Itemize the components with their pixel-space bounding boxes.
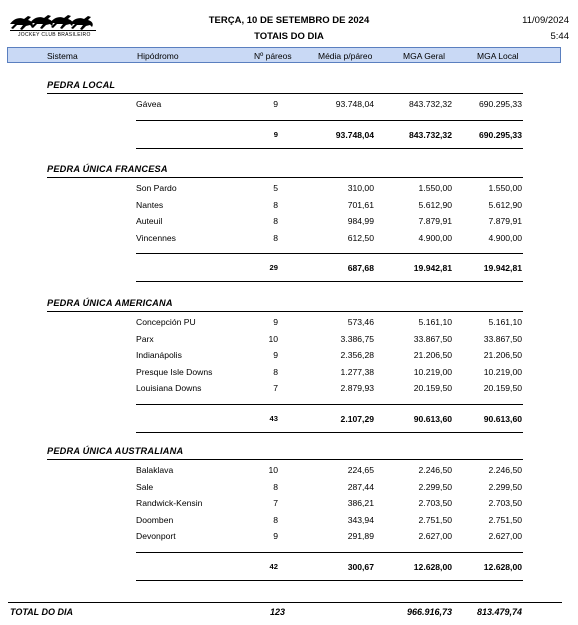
col-mga-geral: MGA Geral <box>403 51 446 61</box>
subtotal-pareos: 43 <box>269 413 278 423</box>
hipodromo-name: Indianápolis <box>136 350 182 360</box>
media-value: 343,94 <box>347 514 374 525</box>
mga-geral-value: 33.867,50 <box>413 333 452 344</box>
subtotal-divider <box>136 253 523 254</box>
grand-total-pareos: 123 <box>269 607 285 617</box>
subtotal-divider <box>136 552 523 553</box>
subtotal-bottom-divider <box>136 281 523 282</box>
pareos-count: 8 <box>273 216 278 226</box>
report-title: TERÇA, 10 DE SETEMBRO DE 2024 <box>208 15 370 26</box>
subtotal-mga-local: 19.942,81 <box>483 263 522 273</box>
media-value: 2.356,28 <box>340 350 374 360</box>
col-media: Média p/páreo <box>318 51 373 61</box>
section-title: PEDRA ÚNICA AUSTRALIANA <box>47 446 184 456</box>
hipodromo-name: Concepción PU <box>136 317 196 327</box>
hipodromo-name: Vincennes <box>136 232 176 243</box>
media-value: 1.277,38 <box>340 366 374 377</box>
grand-total-label: TOTAL DO DIA <box>10 607 73 617</box>
hipodromo-name: Randwick-Kensin <box>136 498 203 508</box>
mga-local-value: 10.219,00 <box>483 366 522 377</box>
col-hipodromo: Hipódromo <box>137 51 179 61</box>
pareos-count: 8 <box>273 199 278 210</box>
pareos-count: 7 <box>273 383 278 393</box>
section-divider <box>47 311 523 312</box>
subtotal-mga-geral: 843.732,32 <box>408 129 452 140</box>
subtotal-mga-geral: 12.628,00 <box>413 561 452 572</box>
section-title: PEDRA LOCAL <box>47 80 116 90</box>
subtotal-pareos: 29 <box>269 263 278 272</box>
mga-local-value: 2.246,50 <box>488 465 522 475</box>
hipodromo-name: Nantes <box>136 199 164 210</box>
subtotal-media: 2.107,29 <box>340 413 374 424</box>
report-time: 5:44 <box>550 31 569 42</box>
media-value: 291,89 <box>347 531 374 541</box>
subtotal-divider <box>136 120 523 121</box>
subtotal-media: 687,68 <box>347 263 374 273</box>
mga-geral-value: 5.612,90 <box>418 199 452 210</box>
mga-local-value: 2.627,00 <box>488 531 522 541</box>
col-sistema: Sistema <box>47 51 78 61</box>
subtotal-pareos: 9 <box>273 129 278 139</box>
media-value: 3.386,75 <box>340 333 374 344</box>
media-value: 310,00 <box>347 183 374 193</box>
hipodromo-name: Doomben <box>136 514 174 525</box>
mga-geral-value: 21.206,50 <box>413 350 452 360</box>
pareos-count: 9 <box>273 531 278 541</box>
mga-local-value: 1.550,00 <box>488 183 522 193</box>
mga-geral-value: 1.550,00 <box>418 183 452 193</box>
grand-total-mga-local: 813.479,74 <box>476 607 522 617</box>
subtotal-bottom-divider <box>136 580 523 581</box>
section-divider <box>47 459 523 460</box>
subtotal-mga-geral: 19.942,81 <box>413 263 452 273</box>
hipodromo-name: Devonport <box>136 531 176 541</box>
hipodromo-name: Louisiana Downs <box>136 383 202 393</box>
subtotal-pareos: 42 <box>269 561 278 571</box>
mga-local-value: 33.867,50 <box>483 333 522 344</box>
col-mga-local: MGA Local <box>477 51 519 61</box>
media-value: 984,99 <box>347 216 374 226</box>
media-value: 386,21 <box>347 498 374 508</box>
column-header-bar <box>7 47 561 63</box>
pareos-count: 10 <box>268 333 278 344</box>
grand-total-divider <box>8 602 562 603</box>
media-value: 93.748,04 <box>335 99 374 109</box>
mga-local-value: 5.161,10 <box>488 317 522 327</box>
mga-local-value: 21.206,50 <box>483 350 522 360</box>
media-value: 573,46 <box>347 317 374 327</box>
pareos-count: 8 <box>273 514 278 525</box>
pareos-count: 8 <box>273 232 278 243</box>
logo-text: JOCKEY CLUB BRASILEIRO <box>18 32 91 38</box>
mga-geral-value: 2.703,50 <box>418 498 452 508</box>
hipodromo-name: Son Pardo <box>136 183 177 193</box>
subtotal-mga-local: 90.613,60 <box>483 413 522 424</box>
subtotal-bottom-divider <box>136 432 523 433</box>
hipodromo-name: Balaklava <box>136 465 174 475</box>
mga-geral-value: 20.159,50 <box>413 383 452 393</box>
media-value: 701,61 <box>347 199 374 210</box>
media-value: 224,65 <box>347 465 374 475</box>
hipodromo-name: Presque Isle Downs <box>136 366 213 377</box>
section-title: PEDRA ÚNICA FRANCESA <box>47 164 168 174</box>
section-title: PEDRA ÚNICA AMERICANA <box>47 298 173 308</box>
mga-local-value: 4.900,00 <box>488 232 522 243</box>
pareos-count: 10 <box>268 465 278 475</box>
hipodromo-name: Auteuil <box>136 216 163 226</box>
section-divider <box>47 177 523 178</box>
hipodromo-name: Parx <box>136 333 154 344</box>
pareos-count: 9 <box>273 350 278 360</box>
pareos-count: 5 <box>273 183 278 193</box>
report-date: 11/09/2024 <box>522 15 569 26</box>
mga-geral-value: 843.732,32 <box>408 99 452 109</box>
media-value: 287,44 <box>347 481 374 492</box>
subtotal-media: 300,67 <box>347 561 374 572</box>
mga-geral-value: 4.900,00 <box>418 232 452 243</box>
mga-geral-value: 2.751,50 <box>418 514 452 525</box>
mga-local-value: 5.612,90 <box>488 199 522 210</box>
subtotal-mga-local: 690.295,33 <box>478 129 522 140</box>
mga-local-value: 20.159,50 <box>483 383 522 393</box>
subtotal-bottom-divider <box>136 148 523 149</box>
pareos-count: 8 <box>273 366 278 377</box>
section-divider <box>47 93 523 94</box>
col-pareos: Nº páreos <box>254 51 292 61</box>
subtotal-mga-geral: 90.613,60 <box>413 413 452 424</box>
mga-geral-value: 7.879,91 <box>418 216 452 226</box>
mga-local-value: 690.295,33 <box>478 99 522 109</box>
grand-total-mga-geral: 966.916,73 <box>406 607 452 617</box>
mga-geral-value: 10.219,00 <box>413 366 452 377</box>
subtotal-mga-local: 12.628,00 <box>483 561 522 572</box>
pareos-count: 9 <box>273 99 278 109</box>
report-subtitle: TOTAIS DO DIA <box>254 31 324 42</box>
mga-local-value: 7.879,91 <box>488 216 522 226</box>
media-value: 612,50 <box>347 232 374 243</box>
media-value: 2.879,93 <box>340 383 374 393</box>
mga-geral-value: 2.246,50 <box>418 465 452 475</box>
mga-geral-value: 2.299,50 <box>418 481 452 492</box>
mga-local-value: 2.751,50 <box>488 514 522 525</box>
subtotal-media: 93.748,04 <box>335 129 374 140</box>
mga-local-value: 2.299,50 <box>488 481 522 492</box>
mga-geral-value: 2.627,00 <box>418 531 452 541</box>
hipodromo-name: Sale <box>136 481 154 492</box>
mga-local-value: 2.703,50 <box>488 498 522 508</box>
pareos-count: 8 <box>273 481 278 492</box>
pareos-count: 7 <box>273 498 278 508</box>
hipodromo-name: Gávea <box>136 99 162 109</box>
mga-geral-value: 5.161,10 <box>418 317 452 327</box>
subtotal-divider <box>136 404 523 405</box>
pareos-count: 9 <box>273 317 278 327</box>
